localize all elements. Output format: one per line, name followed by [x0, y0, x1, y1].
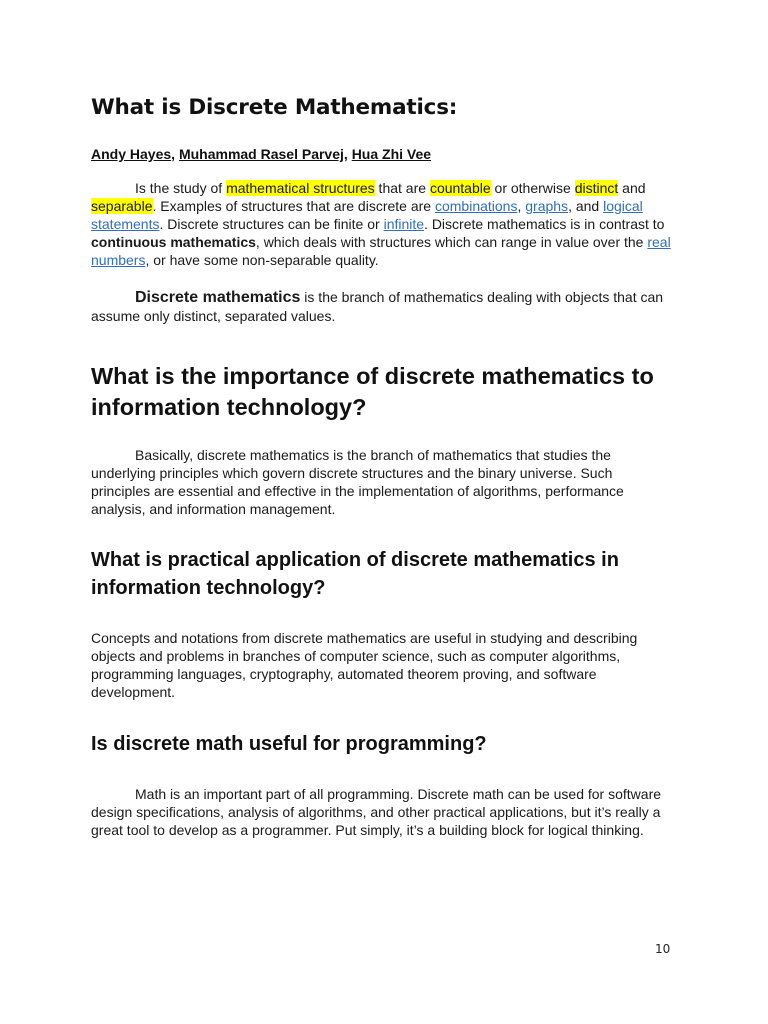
author-link-andy-hayes[interactable]: Andy Hayes — [91, 146, 172, 162]
highlight-separable: separable — [91, 198, 153, 214]
text-run: , — [517, 198, 526, 214]
bold-continuous-mathematics: continuous mathematics — [91, 234, 256, 250]
heading-importance: What is the importance of discrete mathematics to information technology? — [91, 363, 654, 420]
heading-practical-application: What is practical application of discrete mathematics in information technology? — [91, 549, 619, 599]
text-run: or otherwise — [490, 180, 575, 196]
text-run: , or have some non-separable quality. — [145, 252, 379, 268]
importance-paragraph: Basically, discrete mathematics is the branch of mathematics that studies the underlying principles which govern discrete structures and the binary universe. Such principles are essential and effective in the implementation of algorithms, performance analysis, and information management. — [91, 447, 624, 517]
highlight-distinct: distinct — [574, 180, 619, 196]
programming-paragraph: Math is an important part of all programming. Discrete math can be used for software design specifications, analysis of algorithms, and other practical applications, but it’s really a great tool to develop as a programmer. Put simply, it’s a building block for logical thinking. — [91, 786, 662, 838]
link-graphs[interactable]: graphs — [525, 198, 569, 214]
page-title: What is Discrete Mathematics: — [91, 95, 458, 120]
highlight-countable: countable — [429, 180, 491, 196]
link-combinations[interactable]: combinations — [434, 198, 518, 214]
link-infinite[interactable]: infinite — [383, 216, 425, 232]
text-run: Is the study of — [135, 180, 227, 196]
link-real-numbers[interactable]: real numbers — [91, 234, 671, 268]
text-run: and — [618, 180, 646, 196]
text-run: . Discrete mathematics is in contrast to — [424, 216, 665, 232]
text-run: , and — [568, 198, 604, 214]
text-run: . Discrete structures can be finite or — [159, 216, 384, 232]
bold-discrete-mathematics: Discrete mathematics — [135, 289, 301, 306]
author-list — [91, 146, 431, 162]
author-separator: , — [343, 146, 352, 162]
author-separator: , — [171, 146, 179, 162]
summary-paragraph — [91, 288, 673, 325]
text-run: is the branch of mathematics dealing with objects that can assume only distinct, separated values. — [91, 289, 664, 324]
text-run: that are — [374, 180, 430, 196]
link-logical-statements[interactable]: logical statements — [91, 198, 643, 232]
heading-programming: Is discrete math useful for programming? — [91, 733, 487, 755]
author-link-muhammad-rasel-parvej[interactable]: Muhammad Rasel Parvej — [178, 146, 344, 162]
application-paragraph: Concepts and notations from discrete mathematics are useful in studying and describing objects and problems in branches of computer science, such as computer algorithms, programming languages, cryptography, automated theorem proving, and software development. — [91, 630, 638, 700]
text-run: . Examples of structures that are discrete are — [152, 198, 435, 214]
definition-paragraph — [91, 179, 673, 269]
author-link-hua-zhi-vee[interactable]: Hua Zhi Vee — [351, 146, 432, 162]
highlight-mathematical-structures: mathematical structures — [226, 180, 375, 196]
text-run: , which deals with structures which can range in value over the — [255, 234, 648, 250]
page-number: 10 — [655, 942, 671, 956]
